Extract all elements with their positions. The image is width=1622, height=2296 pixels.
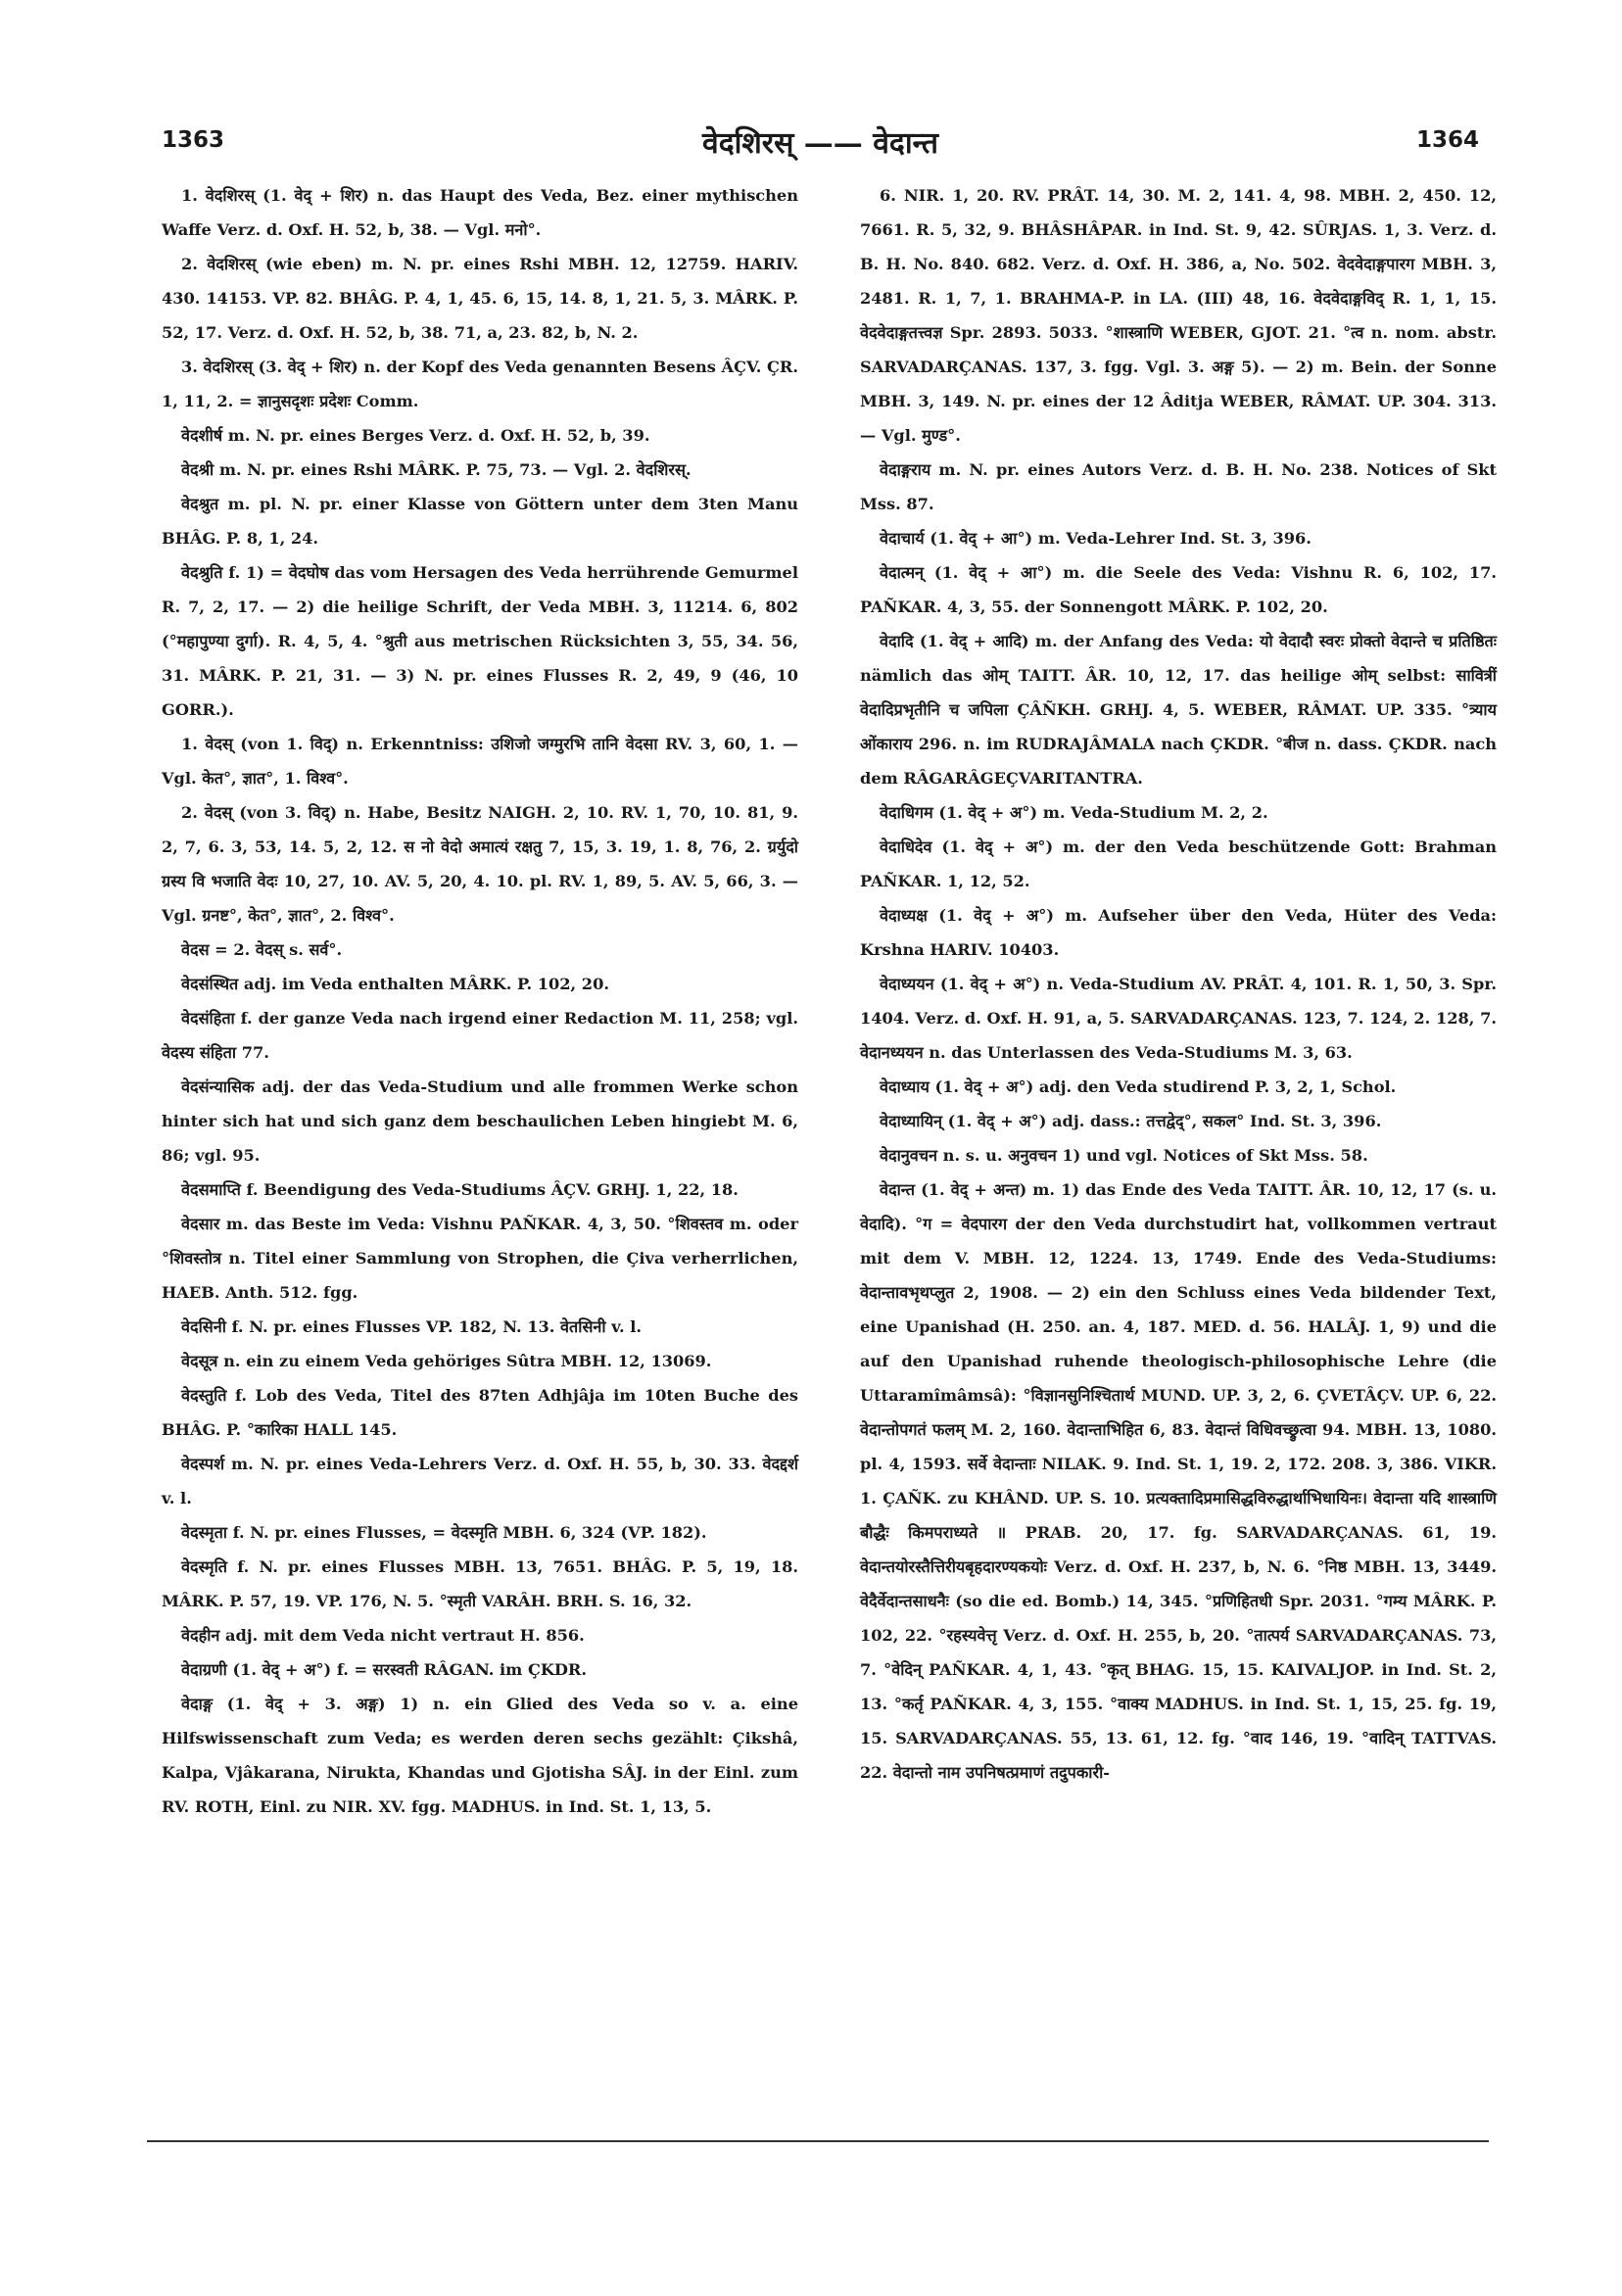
dictionary-entry: वेदाध्याय (1. वेद् + अ°) adj. den Veda studirend P. 3, 2, 1, Schol.	[880, 1077, 1397, 1096]
dictionary-entry: वेदसिनी f. N. pr. eines Flusses VP. 182, N. 13. वेतसिनी v. l.	[181, 1317, 643, 1336]
dictionary-entry: वेदात्मन् (1. वेद् + आ°) m. die Seele des Veda: Vishnu R. 6, 102, 17. PAÑKAR. 4, 3, 55. der Sonnengott MÂRK. P. 102, 20.	[860, 563, 1497, 616]
dictionary-entry: वेदाध्ययन (1. वेद् + अ°) n. Veda-Studium AV. PRÂT. 4, 101. R. 1, 50, 3. Spr. 1404. Verz. d. Oxf. H. 91, a, 5. SARVADARÇANAS. 123, 7. 124, 2. 128, 7. वेदानध्ययन n. das Unterlassen des Veda-Studiums M. 3, 63.	[860, 975, 1497, 1062]
dictionary-entry: वेदसंस्थित adj. im Veda enthalten MÂRK. P. 102, 20.	[181, 975, 609, 993]
dictionary-entry: वेदाधिगम (1. वेद् + अ°) m. Veda-Studium M. 2, 2.	[880, 803, 1268, 822]
dictionary-entry: वेदाध्यक्ष (1. वेद् + अ°) m. Aufseher über den Veda, Hüter des Veda: Krshna HARIV. 10403.	[860, 906, 1497, 959]
page-header	[162, 118, 1479, 167]
left-column	[162, 178, 798, 1824]
dictionary-entry: वेदसमाप्ति f. Beendigung des Veda-Studiums ÂÇV. GRHJ. 1, 22, 18.	[181, 1180, 739, 1199]
dictionary-entry: 1. वेदशिरस् (1. वेद् + शिर) n. das Haupt des Veda, Bez. einer mythischen Waffe Verz. d. Oxf. H. 52, b, 38. — Vgl. मनो°.	[162, 186, 798, 239]
dictionary-entry: वेदाधिदेव (1. वेद् + अ°) m. der den Veda beschützende Gott: Brahman PAÑKAR. 1, 12, 52.	[860, 837, 1497, 890]
dictionary-entry: वेदस = 2. वेदस् s. सर्व°.	[181, 940, 343, 959]
dictionary-entry: वेदान्त (1. वेद् + अन्त) m. 1) das Ende des Veda TAITT. ÂR. 10, 12, 17 (s. u. वेदादि). °ग = वेदपारग der den Veda durchstudirt hat, vollkommen vertraut mit dem V. MBH. 12, 1224. 13, 1749. Ende des Veda-Studiums: वेदान्तावभृथप्लुत 2, 1908. — 2) ein den Schluss eines Veda bildender Text, eine Upanishad (H. 250. an. 4, 187. MED. d. 56. HALÂJ. 1, 9) und die auf den Upanishad ruhende theologisch-philosophische Lehre (die Uttaramîmâmsâ): °विज्ञानसुनिश्चितार्थ MUND. UP. 3, 2, 6. ÇVETÂÇV. UP. 6, 22. वेदान्तोपगतं फलम् M. 2, 160. वेदान्ताभिहित 6, 83. वेदान्तं विधिवच्छ्रुत्वा 94. MBH. 13, 1080. pl. 4, 1593. सर्वे वेदान्ताः NILAK. 9. Ind. St. 1, 19. 2, 172. 208. 3, 386. VIKR. 1. ÇAÑK. zu KHÂND. UP. S. 10. प्रत्यक्तादिप्रमासिद्धविरुद्धार्थाभिधायिनः। वेदान्ता यदि शास्त्राणि बौद्धैः किमपराध्यते ॥ PRAB. 20, 17. fg. SARVADARÇANAS. 61, 19. वेदान्तयोरस्तैत्तिरीयबृहदारण्यकयोः Verz. d. Oxf. H. 237, b, N. 6. °निष्ठ MBH. 13, 3449. वेदैर्वेदान्तसाधनैः (so die ed. Bomb.) 14, 345. °प्रणिहितधी Spr. 2031. °गम्य MÂRK. P. 102, 22. °रहस्यवेत्तृ Verz. d. Oxf. H. 255, b, 20. °तात्पर्य SARVADARÇANAS. 73, 7. °वेदिन् PAÑKAR. 4, 1, 43. °कृत् BHAG. 15, 15. KAIVALJOP. in Ind. St. 2, 13. °कर्तृ PAÑKAR. 4, 3, 155. °वाक्य MADHUS. in Ind. St. 1, 15, 25. fg. 19, 15. SARVADARÇANAS. 55, 13. 61, 12. fg. °वाद 146, 19. °वादिन् TATTVAS. 22. वेदान्तो नाम उपनिषत्प्रमाणं तदुपकारी-	[860, 1180, 1497, 1782]
dictionary-entry: 3. वेदशिरस् (3. वेद् + शिर) n. der Kopf des Veda genannten Besens ÂÇV. ÇR. 1, 11, 2. = ज्ञानुसदृशः प्रदेशः Comm.	[162, 358, 798, 410]
running-title: वेदशिरस् —— वेदान्त	[702, 126, 938, 161]
page-number-right: 1364	[1415, 127, 1479, 153]
dictionary-entry: वेदस्तुति f. Lob des Veda, Titel des 87ten Adhjâja im 10ten Buche des BHÂG. P. °कारिका HALL 145.	[162, 1386, 798, 1439]
dictionary-entry: वेदसंहिता f. der ganze Veda nach irgend einer Redaction M. 11, 258; vgl. वेदस्य संहिता 77.	[162, 1009, 798, 1062]
dictionary-entry: वेदस्पर्श m. N. pr. eines Veda-Lehrers Verz. d. Oxf. H. 55, b, 30. 33. वेदद्दर्श v. l.	[162, 1455, 798, 1507]
dictionary-entry: वेदाचार्य (1. वेद् + आ°) m. Veda-Lehrer Ind. St. 3, 396.	[880, 529, 1312, 548]
dictionary-entry: वेदादि (1. वेद् + आदि) m. der Anfang des Veda: यो वेदादौ स्वरः प्रोक्तो वेदान्ते च प्रतिष्ठितः nämlich das ओम् TAITT. ÂR. 10, 12, 17. das heilige ओम् selbst: सावित्रीं वेदादिप्रभृतीनि च जपिला ÇÂÑKH. GRHJ. 4, 5. WEBER, RÂMAT. UP. 335. °त्र्याय ओंकाराय 296. n. im RUDRAJÂMALA nach ÇKDR. °बीज n. dass. ÇKDR. nach dem RÂGARÂGEÇVARITANTRA.	[860, 632, 1497, 788]
right-column	[860, 178, 1497, 1790]
dictionary-entry: वेदसूत्र n. ein zu einem Veda gehöriges Sûtra MBH. 12, 13069.	[181, 1352, 712, 1370]
dictionary-entry: 2. वेदस् (von 3. विद्) n. Habe, Besitz NAIGH. 2, 10. RV. 1, 70, 10. 81, 9. 2, 7, 6. 3, 53, 14. 5, 2, 12. स नो वेदो अमात्यं रक्षतु 7, 15, 3. 19, 1. 8, 76, 2. ग्रर्युदो ग्रस्य वि भजाति वेदः 10, 27, 10. AV. 5, 20, 4. 10. pl. RV. 1, 89, 5. AV. 5, 66, 3. — Vgl. ग्रनष्ट°, केत°, ज्ञात°, 2. विश्व°.	[162, 803, 798, 925]
dictionary-entry: वेदश्रुत m. pl. N. pr. einer Klasse von Göttern unter dem 3ten Manu BHÂG. P. 8, 1, 24.	[162, 495, 798, 548]
dictionary-entry: वेदश्रुति f. 1) = वेदघोष das vom Hersagen des Veda herrührende Gemurmel R. 7, 2, 17. — 2) die heilige Schrift, der Veda MBH. 3, 11214. 6, 802 (°महापुण्या दुर्गा). R. 4, 5, 4. °श्रुती aus metrischen Rücksichten 3, 55, 34. 56, 31. MÂRK. P. 21, 31. — 3) N. pr. eines Flusses R. 2, 49, 9 (46, 10 GORR.).	[162, 563, 798, 719]
dictionary-entry: 6. NIR. 1, 20. RV. PRÂT. 14, 30. M. 2, 141. 4, 98. MBH. 2, 450. 12, 7661. R. 5, 32, 9. BHÂSHÂPAR. in Ind. St. 9, 42. SÛRJAS. 1, 3. Verz. d. B. H. No. 840. 682. Verz. d. Oxf. H. 386, a, No. 502. वेदवेदाङ्गपारग MBH. 3, 2481. R. 1, 7, 1. BRAHMA-P. in LA. (III) 48, 16. वेदवेदाङ्गविद् R. 1, 1, 15. वेदवेदाङ्गतत्त्वज्ञ Spr. 2893. 5033. °शास्त्राणि WEBER, GJOT. 21. °त्व n. nom. abstr. SARVADARÇANAS. 137, 3. fgg. Vgl. 3. अङ्ग 5). — 2) m. Bein. der Sonne MBH. 3, 149. N. pr. eines der 12 Âditja WEBER, RÂMAT. UP. 304. 313. — Vgl. मुण्ड°.	[860, 186, 1497, 445]
dictionary-entry: वेदस्मृता f. N. pr. eines Flusses, = वेदस्मृति MBH. 6, 324 (VP. 182).	[181, 1523, 707, 1542]
page-number-left: 1363	[162, 127, 225, 153]
dictionary-entry: 1. वेदस् (von 1. विद्) n. Erkenntniss: उशिजो जग्मुरभि तानि वेदसा RV. 3, 60, 1. — Vgl. केत°, ज्ञात°, 1. विश्व°.	[162, 735, 798, 788]
dictionary-entry: वेदश्री m. N. pr. eines Rshi MÂRK. P. 75, 73. — Vgl. 2. वेदशिरस्.	[181, 460, 692, 479]
dictionary-entry: वेदाग्रणी (1. वेद् + अ°) f. = सरस्वती RÂGAN. im ÇKDR.	[181, 1660, 588, 1679]
bottom-rule	[147, 2140, 1489, 2142]
dictionary-entry: वेदाध्यायिन् (1. वेद् + अ°) adj. dass.: तत्तद्वेद्°, सकल° Ind. St. 3, 396.	[880, 1112, 1382, 1130]
dictionary-entry: 2. वेदशिरस् (wie eben) m. N. pr. eines Rshi MBH. 12, 12759. HARIV. 430. 14153. VP. 82. BHÂG. P. 4, 1, 45. 6, 15, 14. 8, 1, 21. 5, 3. MÂRK. P. 52, 17. Verz. d. Oxf. H. 52, b, 38. 71, a, 23. 82, b, N. 2.	[162, 255, 798, 342]
dictionary-entry: वेदसार m. das Beste im Veda: Vishnu PAÑKAR. 4, 3, 50. °शिवस्तव m. oder °शिवस्तोत्र n. Titel einer Sammlung von Strophen, die Çiva verherrlichen, HAEB. Anth. 512. fgg.	[162, 1215, 798, 1302]
dictionary-entry: वेदस्मृति f. N. pr. eines Flusses MBH. 13, 7651. BHÂG. P. 5, 19, 18. MÂRK. P. 57, 19. VP. 176, N. 5. °स्मृती VARÂH. BRH. S. 16, 32.	[162, 1557, 798, 1610]
dictionary-entry: वेदहीन adj. mit dem Veda nicht vertraut H. 856.	[181, 1626, 585, 1645]
dictionary-entry: वेदानुवचन n. s. u. अनुवचन 1) und vgl. Notices of Skt Mss. 58.	[880, 1146, 1368, 1165]
dictionary-entry: वेदाङ्ग (1. वेद् + 3. अङ्ग) 1) n. ein Glied des Veda so v. a. eine Hilfswissenschaft zum Veda; es werden deren sechs gezählt: Çikshâ, Kalpa, Vjâkarana, Nirukta, Khandas und Gjotisha SÂJ. in der Einl. zum RV. ROTH, Einl. zu NIR. XV. fgg. MADHUS. in Ind. St. 1, 13, 5.	[162, 1695, 798, 1816]
dictionary-entry: वेदशीर्ष m. N. pr. eines Berges Verz. d. Oxf. H. 52, b, 39.	[181, 426, 650, 445]
dictionary-entry: वेदसंन्यासिक adj. der das Veda-Studium und alle frommen Werke schon hinter sich hat und sich ganz dem beschaulichen Leben hingiebt M. 6, 86; vgl. 95.	[162, 1077, 798, 1165]
dictionary-entry: वेदाङ्गराय m. N. pr. eines Autors Verz. d. B. H. No. 238. Notices of Skt Mss. 87.	[860, 460, 1497, 513]
